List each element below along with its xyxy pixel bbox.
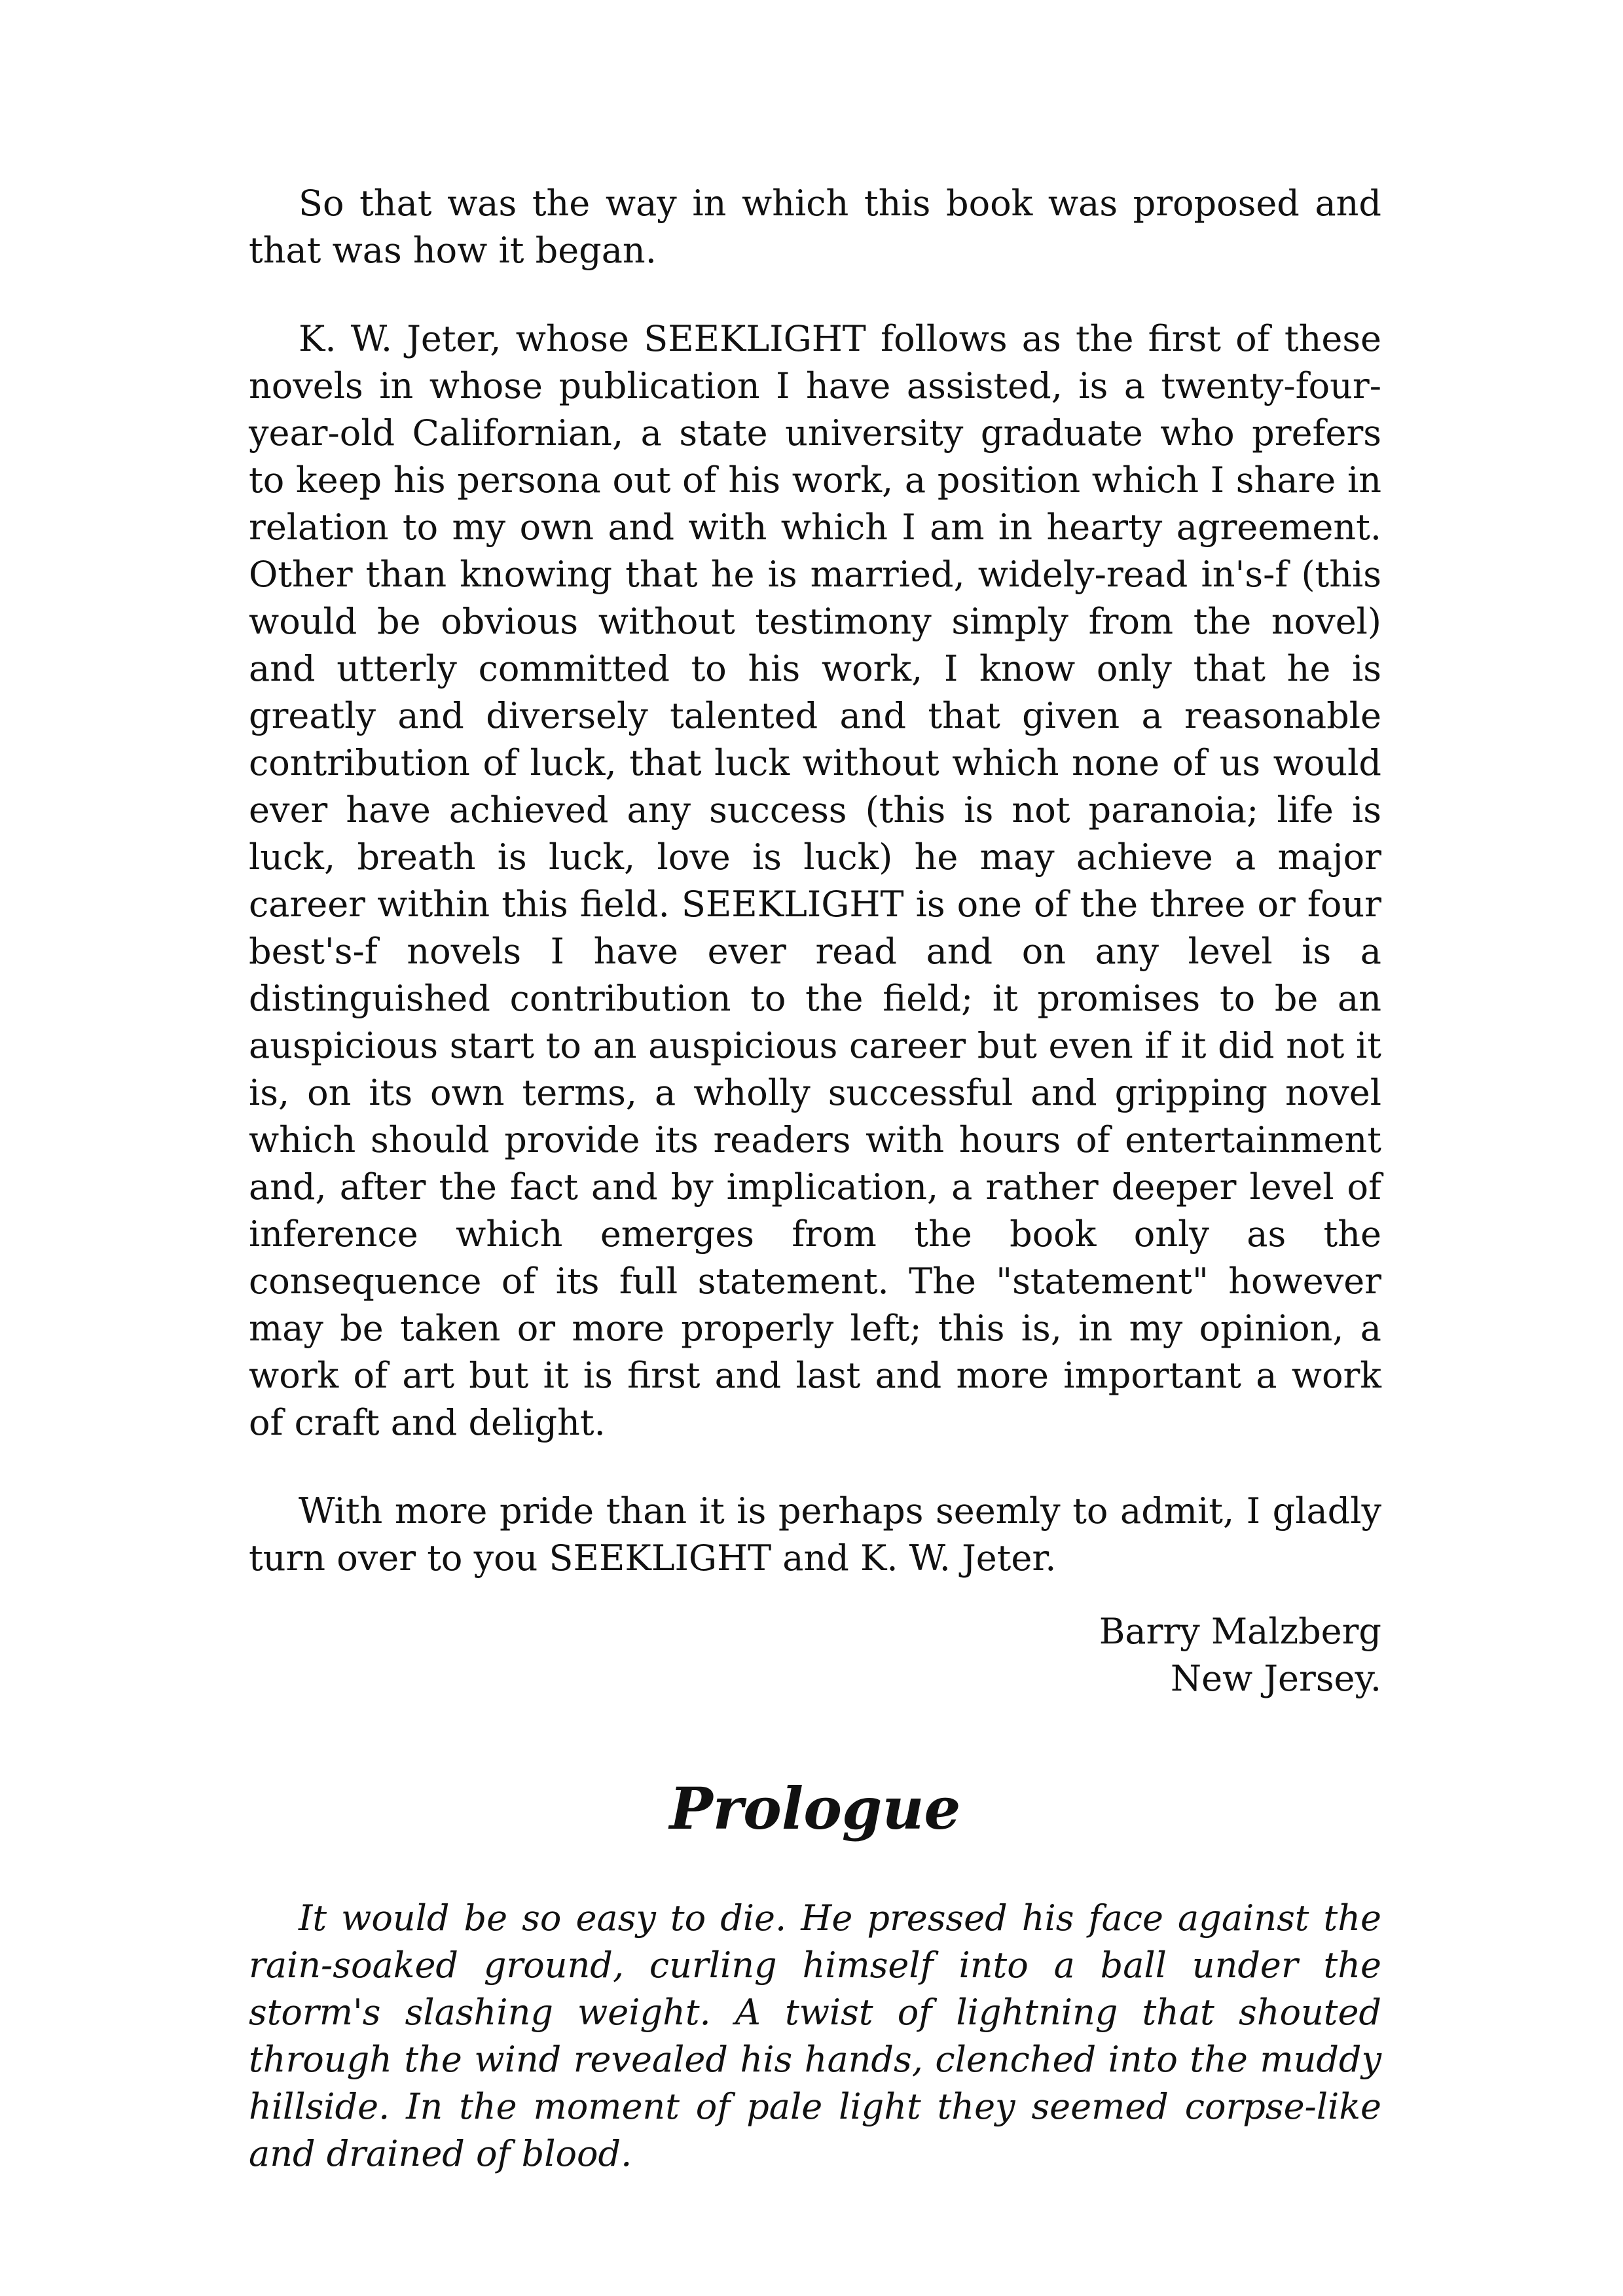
- intro-paragraph-3: With more pride than it is perhaps seemly to admit, I gladly turn over to you SEEKLIGHT and K. W. Jeter.: [249, 1490, 1381, 1579]
- intro-paragraph-2: K. W. Jeter, whose SEEKLIGHT follows as the first of these novels in whose publication I have assisted, is a twenty-four-year-old Californian, a state university graduate who prefers to keep his persona out of his work, a position which I share in relation to my own and with which I am in hearty agreement. Other than knowing that he is married, widely-read in's-f (this would be obvious without testimony simply from the novel) and utterly committed to his work, I know only that he is greatly and diversely talented and that given a reasonable contribution of luck, that luck without which none of us would ever have achieved any success (this is not paranoia; life is luck, breath is luck, love is luck) he may achieve a major career within this field. SEEKLIGHT is one of the three or four best's-f novels I have ever read and on any level is a distinguished contribution to the field; it promises to be an auspicious start to an auspicious career but even if it did not it is, on its own terms, a wholly successful and gripping novel which should provide its readers with hours of entertainment and, after the fact and by implication, a rather deeper level of inference which emerges from the book only as the consequence of its full statement. The "statement" however may be taken or more properly left; this is, in my opinion, a work of art but it is first and last and more important a work of craft and delight.: [249, 318, 1381, 1443]
- document-page: [249, 180, 1381, 2178]
- signature-name: Barry Malzberg: [1099, 1611, 1381, 1652]
- prologue-paragraph: It would be so easy to die. He pressed his face against the rain-soaked ground, curling himself into a ball under the storm's slashing weight. A twist of lightning that shouted through the wind revealed his hands, clenched into the muddy hillside. In the moment of pale light they seemed corpse-like and drained of blood.: [249, 1897, 1381, 2174]
- signature-block: [249, 1608, 1381, 1702]
- signature-place: New Jersey.: [1170, 1658, 1381, 1699]
- chapter-title: Prologue: [669, 1774, 961, 1842]
- intro-paragraph-1: So that was the way in which this book was proposed and that was how it began.: [249, 183, 1381, 271]
